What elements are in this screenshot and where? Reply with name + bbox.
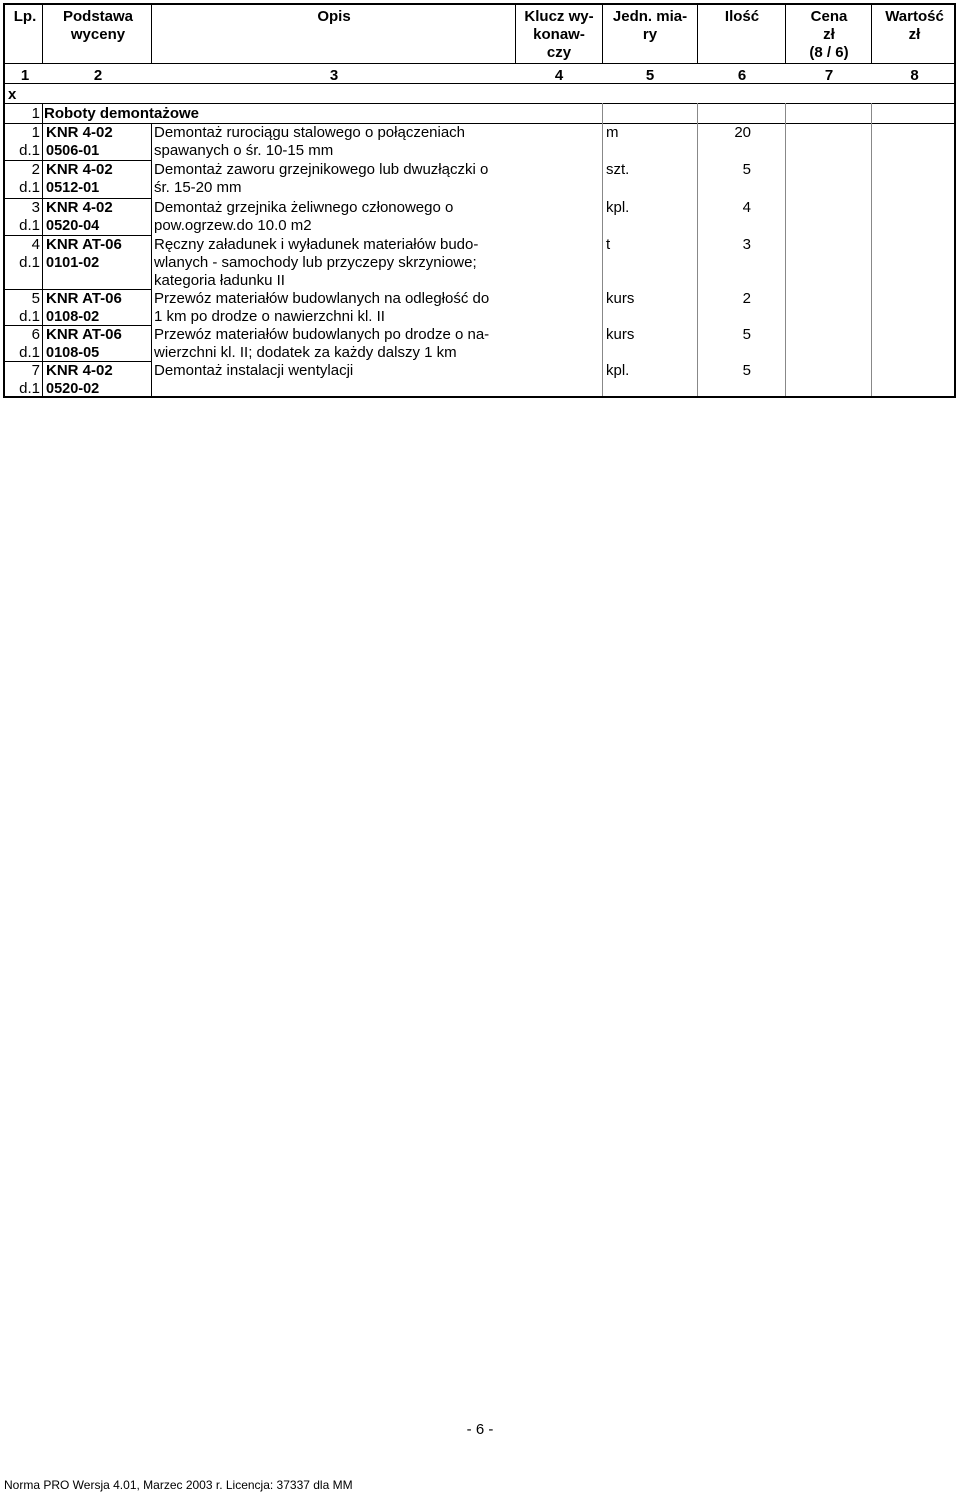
- row-subnumber: d.1: [19, 308, 40, 325]
- vrule-2-header: [151, 5, 152, 63]
- row-quantity: 5: [742, 326, 751, 343]
- row-description-line2: pow.ogrzew.do 10.0 m2: [154, 217, 312, 234]
- row-code-line2: 0520-02: [46, 381, 100, 397]
- row-description-line2: 1 km po drodze o nawierzchni kl. II: [154, 308, 385, 325]
- header-klucz-line2: konaw-: [533, 26, 585, 43]
- row-number: 6: [31, 326, 40, 343]
- colnum-4: 4: [554, 67, 564, 84]
- header-podstawa-line2: wyceny: [70, 26, 126, 43]
- vrule-3-header: [515, 5, 516, 63]
- row-description-line1: Demontaż zaworu grzejnikowego lub dwuzłączki o: [154, 161, 489, 178]
- row-quantity: 3: [742, 236, 751, 253]
- header-cena-line1: Cena: [810, 8, 848, 25]
- colnum-5: 5: [645, 67, 655, 84]
- rule-section-bottom: [5, 123, 954, 124]
- section-title: Roboty demontażowe: [44, 105, 200, 122]
- page-number: - 6 -: [466, 1421, 494, 1438]
- row-number: 4: [31, 236, 40, 253]
- row-code-line2: 0512-01: [46, 180, 100, 196]
- header-cena-line3: (8 / 6): [809, 44, 849, 61]
- row-description-line3: kategoria ładunku II: [154, 272, 285, 289]
- row-description-line1: Demontaż rurociągu stalowego o połączeniach: [154, 124, 466, 141]
- row-subnumber: d.1: [19, 179, 40, 196]
- vrule-code: [151, 123, 152, 396]
- header-lp: Lp.: [13, 8, 37, 25]
- colnum-2: 2: [93, 67, 103, 84]
- vrule-7-header: [871, 5, 872, 63]
- row-quantity: 2: [742, 290, 751, 307]
- row-code-line2: 0101-02: [46, 255, 100, 271]
- rule-x-row-bottom: [5, 103, 954, 104]
- row-description-line2: spawanych o śr. 10-15 mm: [154, 142, 334, 159]
- row-code-line1: KNR AT-06: [46, 290, 122, 307]
- vrule-unit: [602, 103, 603, 396]
- row-unit: m: [606, 124, 619, 141]
- header-cena-line2: zł: [823, 26, 835, 43]
- row-subnumber: d.1: [19, 254, 40, 271]
- row-description-line1: Ręczny załadunek i wyładunek materiałów budo-: [154, 236, 479, 253]
- row-subnumber: d.1: [19, 217, 40, 234]
- header-klucz-line3: czy: [546, 44, 572, 61]
- row-code-line2: 0108-02: [46, 309, 100, 325]
- header-opis: Opis: [317, 8, 351, 25]
- row-subnumber: d.1: [19, 380, 40, 397]
- row-unit: kpl.: [606, 199, 630, 216]
- header-podstawa-line1: Podstawa: [62, 8, 134, 25]
- row-number: 3: [31, 199, 40, 216]
- row-description-line1: Demontaż grzejnika żeliwnego członowego o: [154, 199, 454, 216]
- colnum-1: 1: [20, 67, 30, 84]
- row-quantity: 5: [742, 362, 751, 379]
- row-code-line2: 0108-05: [46, 345, 100, 361]
- colnum-7: 7: [824, 67, 834, 84]
- vrule-4-header: [602, 5, 603, 63]
- header-klucz-line1: Klucz wy-: [524, 8, 594, 25]
- colnum-8: 8: [910, 67, 919, 84]
- row-unit: kurs: [606, 290, 635, 307]
- header-jedn-line2: ry: [642, 26, 658, 43]
- row-code-line1: KNR 4-02: [46, 124, 113, 141]
- row-number: 2: [31, 161, 40, 178]
- x-row-marker: x: [8, 86, 17, 103]
- header-jedn-line1: Jedn. mia-: [612, 8, 688, 25]
- row-code-line1: KNR AT-06: [46, 326, 122, 343]
- row-code-line1: KNR AT-06: [46, 236, 122, 253]
- colnum-3: 3: [329, 67, 339, 84]
- row-description-line2: śr. 15-20 mm: [154, 179, 242, 196]
- vrule-price: [785, 103, 786, 396]
- footer-license: Norma PRO Wersja 4.01, Marzec 2003 r. Licencja: 37337 dla MM: [4, 1478, 353, 1492]
- vrule-value: [871, 103, 872, 396]
- vrule-1-header: [42, 5, 43, 63]
- row-number: 5: [31, 290, 40, 307]
- row-unit: kpl.: [606, 362, 630, 379]
- row-quantity: 4: [742, 199, 751, 216]
- row-quantity: 5: [742, 161, 751, 178]
- row-description-line1: Demontaż instalacji wentylacji: [154, 362, 354, 379]
- row-description-line2: wierzchni kl. II; dodatek za każdy dalszy 1 km: [154, 344, 457, 361]
- row-subnumber: d.1: [19, 344, 40, 361]
- rule-header-bottom: [5, 63, 954, 64]
- row-description-line1: Przewóz materiałów budowlanych na odległość do: [154, 290, 490, 307]
- vrule-5-header: [697, 5, 698, 63]
- header-ilosc: Ilość: [724, 8, 760, 25]
- header-wartosc-line2: zł: [908, 26, 921, 43]
- row-code-line1: KNR 4-02: [46, 199, 113, 216]
- row-quantity: 20: [734, 124, 751, 141]
- row-description-line2: wlanych - samochody lub przyczepy skrzyniowe;: [154, 254, 477, 271]
- row-code-line2: 0520-04: [46, 218, 100, 234]
- row-description-line1: Przewóz materiałów budowlanych po drodze o na-: [154, 326, 490, 343]
- row-code-line1: KNR 4-02: [46, 362, 113, 379]
- row-number: 7: [31, 362, 40, 379]
- colnum-6: 6: [737, 67, 747, 84]
- cost-estimate-table: [3, 3, 956, 398]
- row-code-line2: 0506-01: [46, 143, 100, 159]
- section-number: 1: [31, 105, 40, 122]
- header-wartosc-line1: Wartość: [885, 8, 944, 25]
- row-unit: szt.: [606, 161, 630, 178]
- vrule-lp: [42, 103, 43, 396]
- vrule-6-header: [785, 5, 786, 63]
- row-code-line1: KNR 4-02: [46, 161, 113, 178]
- rule-numbers-bottom: [5, 83, 954, 84]
- row-subnumber: d.1: [19, 142, 40, 159]
- row-unit: t: [606, 236, 611, 253]
- row-unit: kurs: [606, 326, 635, 343]
- row-number: 1: [31, 124, 40, 141]
